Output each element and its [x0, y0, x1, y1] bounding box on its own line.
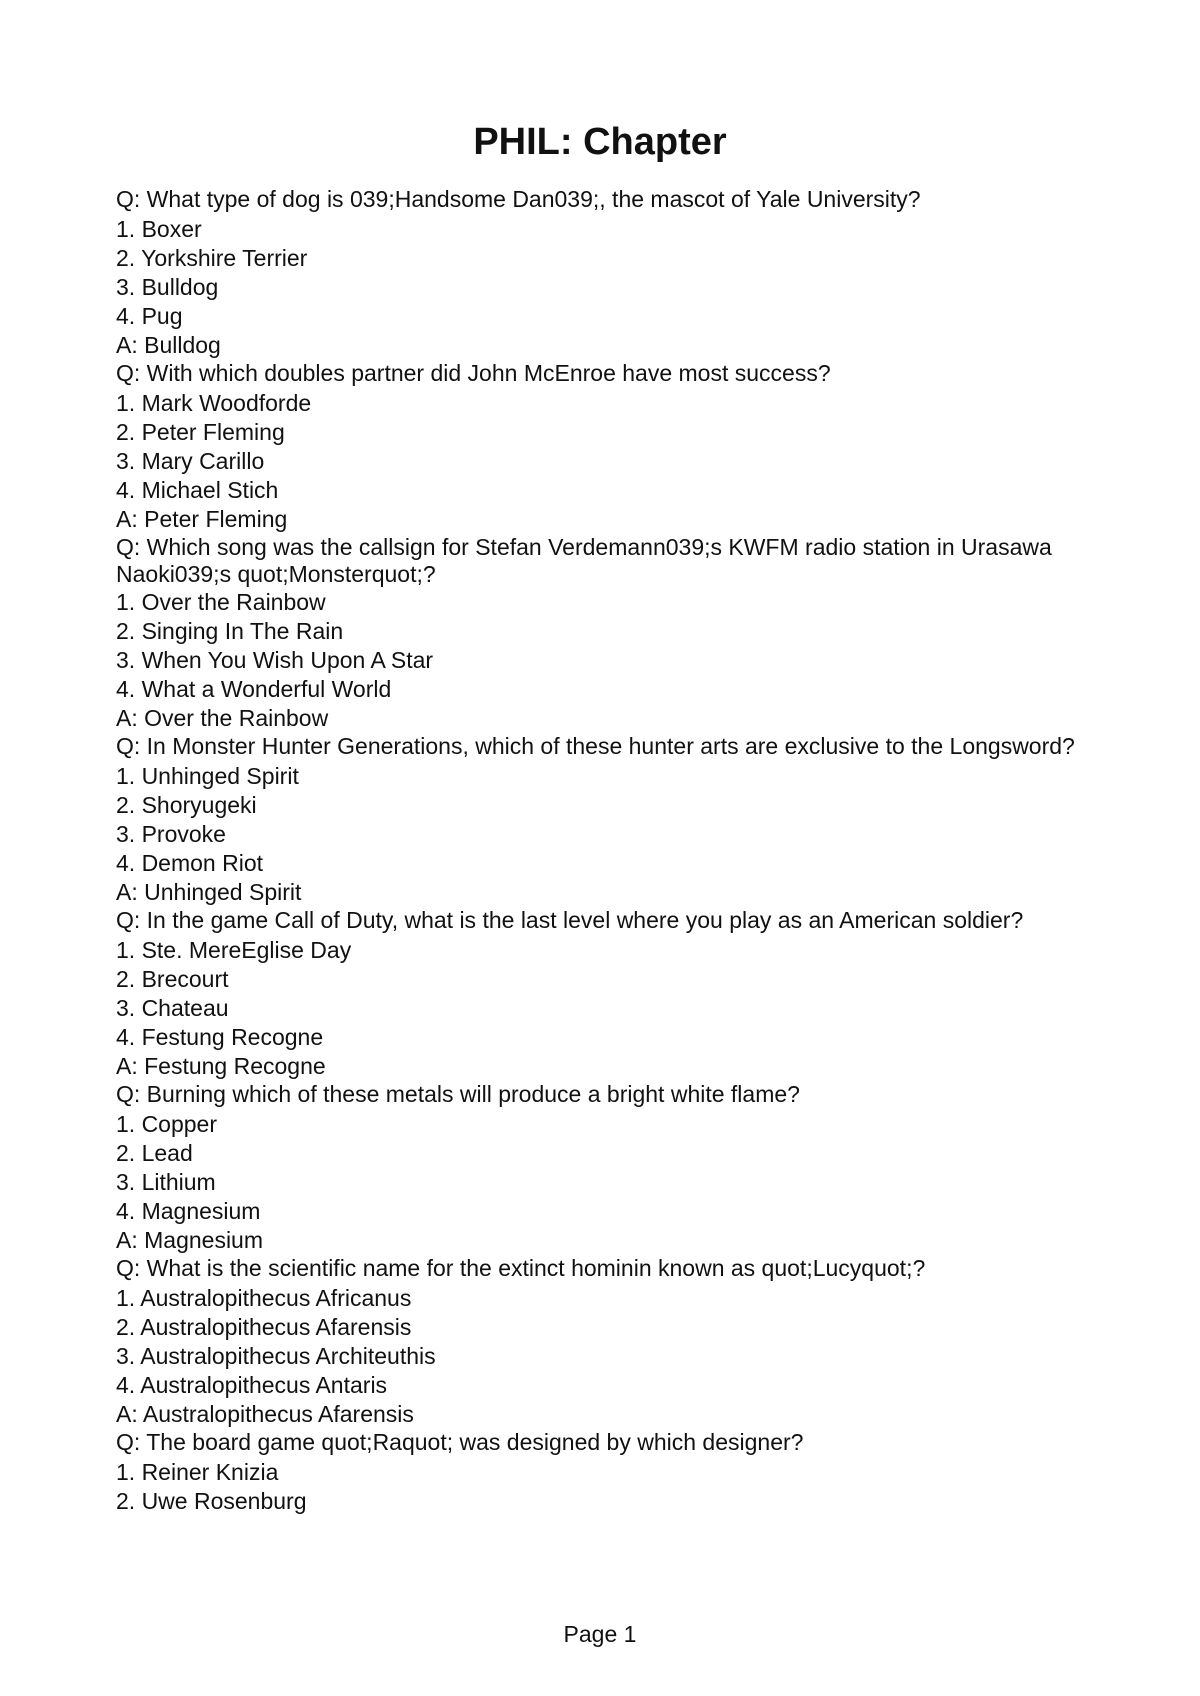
answer-option: 3. Provoke [116, 821, 226, 847]
answer-option: 1. Copper [116, 1111, 218, 1137]
page-number: Page 1 [563, 1621, 637, 1647]
answer-option: 1. Mark Woodforde [116, 390, 312, 416]
answer-option: 2. Uwe Rosenburg [116, 1488, 307, 1514]
correct-answer: A: Bulldog [116, 332, 221, 358]
answer-option: 1. Ste. MereEglise Day [116, 937, 352, 963]
answer-option: 4. What a Wonderful World [116, 676, 392, 702]
question-block [116, 186, 1096, 360]
answer-option: 2. Singing In The Rain [116, 618, 344, 644]
correct-answer: A: Over the Rainbow [116, 705, 329, 731]
answer-option: 2. Peter Fleming [116, 419, 285, 445]
correct-answer: A: Peter Fleming [116, 506, 288, 532]
question-text: Q: What is the scientific name for the extinct hominin known as quot;Lucyquot;? [116, 1255, 926, 1281]
question-text: Q: Which song was the callsign for Stefan Verdemann039;s KWFM radio station in Urasawa Naoki039;s quot;Monsterquot;? [116, 534, 1052, 587]
answer-option: 4. Demon Riot [116, 850, 264, 876]
answer-option: 1. Unhinged Spirit [116, 763, 299, 789]
question-block [116, 1429, 1096, 1516]
question-text: Q: The board game quot;Raquot; was designed by which designer? [116, 1429, 804, 1455]
answer-option: 4. Pug [116, 303, 183, 329]
question-block [116, 360, 1096, 534]
answer-option: 2. Yorkshire Terrier [116, 245, 308, 271]
question-block [116, 1081, 1096, 1255]
answer-option: 1. Reiner Knizia [116, 1459, 279, 1485]
answer-option: 4. Michael Stich [116, 477, 279, 503]
answer-option: 3. Australopithecus Architeuthis [116, 1343, 436, 1369]
answer-option: 2. Brecourt [116, 966, 229, 992]
answer-option: 2. Shoryugeki [116, 792, 257, 818]
answer-option: 4. Magnesium [116, 1198, 261, 1224]
answer-option: 3. When You Wish Upon A Star [116, 647, 434, 673]
question-block [116, 733, 1096, 907]
question-text: Q: In Monster Hunter Generations, which of these hunter arts are exclusive to the Longsword? [116, 733, 1075, 759]
question-text: Q: With which doubles partner did John McEnroe have most success? [116, 360, 831, 386]
answer-option: 3. Bulldog [116, 274, 219, 300]
answer-option: 2. Australopithecus Afarensis [116, 1314, 412, 1340]
question-text: Q: Burning which of these metals will produce a bright white flame? [116, 1081, 800, 1107]
question-text: Q: In the game Call of Duty, what is the last level where you play as an American soldier? [116, 907, 1024, 933]
answer-option: 3. Chateau [116, 995, 229, 1021]
page-title: PHIL: Chapter [473, 121, 727, 163]
question-block [116, 1255, 1096, 1429]
answer-option: 1. Boxer [116, 216, 202, 242]
answer-option: 4. Australopithecus Antaris [116, 1372, 388, 1398]
question-text: Q: What type of dog is 039;Handsome Dan039;, the mascot of Yale University? [116, 186, 921, 212]
question-block [116, 907, 1096, 1081]
answer-option: 1. Australopithecus Africanus [116, 1285, 412, 1311]
question-block [116, 534, 1096, 733]
correct-answer: A: Australopithecus Afarensis [116, 1401, 414, 1427]
correct-answer: A: Unhinged Spirit [116, 879, 302, 905]
answer-option: 3. Mary Carillo [116, 448, 265, 474]
answer-option: 4. Festung Recogne [116, 1024, 324, 1050]
answer-option: 2. Lead [116, 1140, 193, 1166]
answer-option: 3. Lithium [116, 1169, 216, 1195]
correct-answer: A: Magnesium [116, 1227, 264, 1253]
correct-answer: A: Festung Recogne [116, 1053, 326, 1079]
quiz-content [116, 186, 1096, 1516]
answer-option: 1. Over the Rainbow [116, 589, 326, 615]
